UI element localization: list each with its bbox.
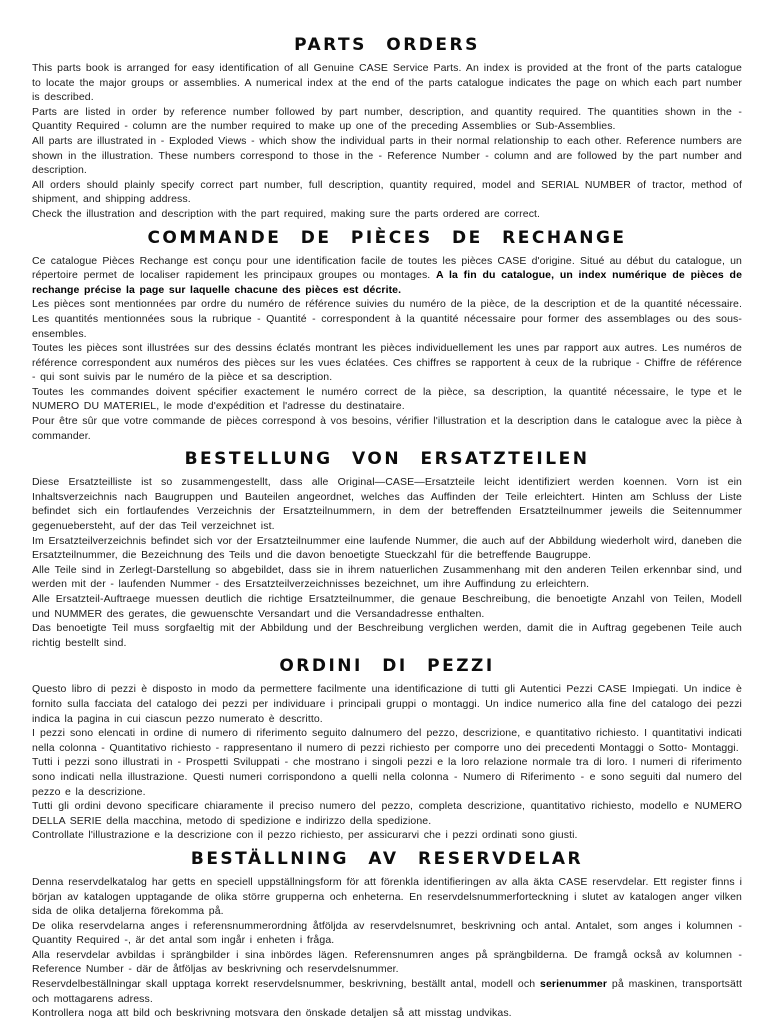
paragraph-bold-text: serienummer <box>540 978 608 991</box>
paragraph-bold-text: A la fin du catalogue, un index numérique de pièces de rechange précise la page sur laquelle chacune des pièces est décrite. <box>32 269 743 296</box>
section-title-bestellung: BESTELLUNG VON ERSATZTEILEN <box>184 449 590 470</box>
paragraph: Im Ersatzteilverzeichnis befindet sich vor der Ersatzteilnummer eine laufende Nummer, die auch auf der Abbildung wiederholt wird, daneben die Ersatzteilnummer, die Bezeichnung des Teils und die davon benoetigte Stueckzahl für die betreffende Baugruppe. <box>32 534 742 562</box>
paragraph: I pezzi sono elencati in ordine di numero di riferimento seguito dalnumero del pezzo, descrizione, e quantitativo richiesto. I quantitativi indicati nella colonna - Quantitativo richiesto - rappresentano il numero di pezzi richiesto per comporre uno dei precedenti Montaggi o Sotto- Montaggi. <box>32 727 742 754</box>
paragraph: Alle Ersatzteil-Auftraege muessen deutlich die richtige Ersatzteilnummer, die genaue Beschreibung, die benoetigte Anzahl von Teilen, Modell und NUMMER des gerates, die gewuenschte Versandart und die Versandadresse enthalten. <box>32 593 742 620</box>
paragraph <box>32 254 742 298</box>
section-english <box>32 36 742 222</box>
paragraph <box>32 977 742 1006</box>
paragraph: Tutti i pezzi sono illustrati in - Prospetti Sviluppati - che mostrano i singoli pezzi e la loro relazione normale tra di loro. I numeri di riferimento sono indicati nella illustrazione. Questi numeri corrispondono a quelli nella colonna - Numero di Riferimento - e sono seguiti dal numero del pezzo e la descrizione. <box>32 756 742 798</box>
section-title-bestallning: BESTÄLLNING AV RESERVDELAR <box>190 848 584 869</box>
paragraph: Les pièces sont mentionnées par ordre du numéro de référence suivies du numéro de la pièce, de la description et de la quantité nécessaire. Les quantités mentionnées sous la rubrique - Quantité - correspondent à la quantité nécessaire pour former des assemblages ou des sous-ensembles. <box>32 298 742 340</box>
paragraph: Kontrollera noga att bild och beskrivning motsvara den önskade detaljen så att misstag undvikas. <box>32 1007 512 1020</box>
paragraph: Controllate l'illustrazione e la descrizione con il pezzo richiesto, per assicurarvi che i pezzi ordinati sono giusti. <box>32 829 578 842</box>
paragraph: Tutti gli ordini devono specificare chiaramente il preciso numero del pezzo, completa descrizione, quantitativo richiesto, modello e NUMERO DELLA SERIE della macchina, metodo di spedizione e indirizzo della spedizione. <box>32 800 742 827</box>
paragraph: All parts are illustrated in - Exploded Views - which show the individual parts in their normal relationship to each other. Reference numbers are shown in the illustration. These numbers correspond to those in the - Reference Number - column and are followed by the part number and description. <box>32 134 742 177</box>
section-swedish <box>32 850 742 1021</box>
paragraph-text: på maskinen, transportsätt och mottagarens adress. <box>32 978 742 1005</box>
paragraph-text: Ce catalogue Pièces Rechange est conçu pour une identification facile de toutes les pièces CASE d'origine. Situé au début du catalogue, un répertoire permet de localiser rapidement les principaux groupes ou montages. <box>32 254 742 282</box>
paragraph: All orders should plainly specify correct part number, full description, quantity required, model and SERIAL NUMBER of tractor, method of shipment, and shipping address. <box>32 178 742 206</box>
paragraph-text: Reservdelbeställningar skall upptaga korrekt reservdelsnummer, beskrivning, beställt antal, modell och <box>32 978 540 991</box>
paragraph: Parts are listed in order by reference number followed by part number, description, and quantity required. The quantities shown in the - Quantity Required - column are the number required to make up one of the preceding Assemblies or Sub-Assemblies. <box>32 105 742 133</box>
section-german <box>32 450 742 650</box>
paragraph: Pour être sûr que votre commande de pièces correspond à vos besoins, vérifier l'illustration et la description dans le catalogue avec la pièce à commander. <box>32 415 742 442</box>
paragraph: Denna reservdelkatalog har getts en speciell uppställningsform för att förenkla identifieringen av alla äkta CASE reservdelar. Ett register finns i början av katalogen upptagande de olika större grupperna och enheterna. En reservdelsnummerforteckning i slutet av katalogen anger vilken sida de olika detaljerna förekomma på. <box>32 875 742 918</box>
section-title-ordini-di-pezzi: ORDINI DI PEZZI <box>279 656 495 677</box>
section-italian <box>32 657 742 843</box>
section-french <box>32 229 742 444</box>
paragraph: Alla reservdelar avbildas i sprängbilder i sina inbördes lägen. Referensnumren anges på sprängbilderna. De framgå också av kolumnen - Reference Number - där de åtföljas av beskrivning och reservdelsnummer. <box>32 948 742 976</box>
paragraph: Toutes les pièces sont illustrées sur des dessins éclatés montrant les pièces individuellement les unes par rapport aux autres. Les numéros de référence correspondent aux numéros des pièces sur les vues éclatées. Ces chiffres se rapportent à ceux de la rubrique - Chiffre de référence - qui sont suivis par le numéro de la pièce et sa description. <box>32 342 742 384</box>
paragraph: Das benoetigte Teil muss sorgfaeltig mit der Abbildung und der Beschreibung verglichen werden, damit die in Auftrag gegebenen Teile auch richtig bestellt sind. <box>32 622 742 649</box>
paragraph: Questo libro di pezzi è disposto in modo da permettere facilmente una identificazione di tutti gli Autentici Pezzi CASE Impiegati. Un indice è fornito sulla facciata del catalogo dei pezzi per individuare i principali gruppi o montaggi. Un indice numerico alla fine del catalogo dei pezzi indica la pagina in cui ciascun pezzo numerato è descritto. <box>32 683 742 725</box>
paragraph: Toutes les commandes doivent spécifier exactement le numéro correct de la pièce, sa description, la quantité nécessaire, le type et le NUMERO DU MATERIEL, le mode d'expédition et l'adresse du destinataire. <box>32 385 742 413</box>
section-title-parts-orders: PARTS ORDERS <box>294 35 480 55</box>
paragraph: This parts book is arranged for easy identification of all Genuine CASE Service Parts. An index is provided at the front of the parts catalogue to locate the major groups or assemblies. A numerical index at the end of the parts catalogue indicates the page on which each part number is described. <box>32 62 742 104</box>
paragraph: Check the illustration and description with the part required, making sure the parts ordered are correct. <box>32 207 541 220</box>
paragraph: Alle Teile sind in Zerlegt-Darstellung so abgebildet, dass sie in ihrem natuerlichen Zusammenhang mit den anderen Teilen erkennbar sind, und werden mit der - laufenden Nummer - des Ersatzteilverzeichnisses bezeichnet, um ihre Auffindung zu erleichtern. <box>32 563 742 591</box>
section-title-commande-de-pieces: COMMANDE DE PIÈCES DE RECHANGE <box>147 227 627 248</box>
paragraph: De olika reservdelarna anges i referensnummerordning åtföljda av reservdelsnumret, beskrivning och antal. Antalet, som anges i kolumnen - Quantity Required -, är det antal som ingår i enheten i fråga. <box>32 919 742 947</box>
paragraph: Diese Ersatzteilliste ist so zusammengestellt, dass alle Original—CASE—Ersatzteile leicht identifiziert werden koennen. Vorn ist ein Inhaltsverzeichnis nach Baugruppen und Bauteilen angeordnet, welches das Auffinden der Teile erleichtert. Hinten am Schluss der Liste befindet sich ein fortlaufendes Verzeichnis der Ersatzteilnummern, in dem der betreffenden Ersatzteilnummer jeweils die Seitennummer gegenuebersteht, auf der das Teil verzeichnet ist. <box>32 476 742 533</box>
